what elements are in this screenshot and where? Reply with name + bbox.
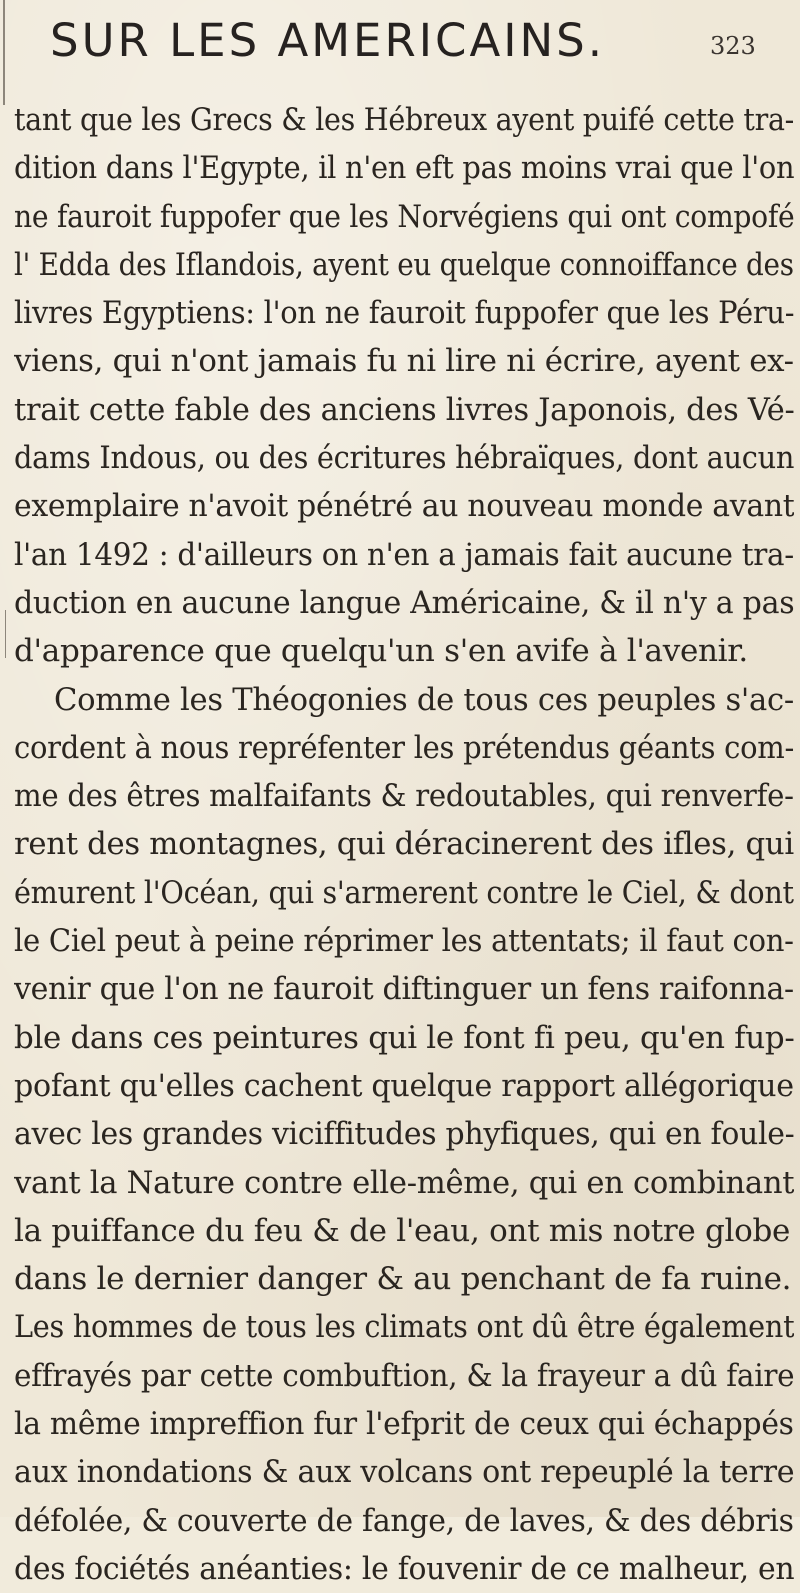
text-line: d'apparence que quelqu'un s'en avife à l'avenir. — [14, 633, 748, 670]
text-line: la puiffance du feu & de l'eau, ont mis notre globe — [14, 1212, 791, 1249]
text-line: avec les grandes viciffitudes phyfiques, qui en foule- — [14, 1116, 794, 1153]
text-line: des fociétés anéanties: le fouvenir de ce malheur, en — [14, 1550, 794, 1587]
text-line: émurent l'Océan, qui s'armerent contre le Ciel, & dont — [14, 874, 794, 911]
text-line: livres Egyptiens: l'on ne fauroit fuppofer que les Péru- — [14, 295, 794, 332]
text-line: défolée, & couverte de fange, de laves, & des débris — [14, 1502, 794, 1539]
text-line: viens, qui n'ont jamais fu ni lire ni écrire, ayent ex- — [14, 343, 794, 380]
text-line: cordent à nous repréfenter les prétendus géants com- — [14, 729, 794, 766]
running-title: SUR LES AMERICAINS. — [50, 14, 606, 67]
text-line: le Ciel peut à peine réprimer les attentats; il faut con- — [14, 923, 794, 960]
text-line: tant que les Grecs & les Hébreux ayent puifé cette tra- — [14, 102, 794, 138]
text-line: l' Edda des Iflandois, ayent eu quelque connoiffance des — [14, 246, 794, 283]
body-text — [14, 96, 794, 1593]
text-line: me des êtres malfaifants & redoutables, qui renverfe- — [14, 778, 794, 815]
text-line: l'an 1492 : d'ailleurs on n'en a jamais fait aucune tra- — [14, 536, 794, 573]
text-line: ne fauroit fuppofer que les Norvégiens qui ont compofé — [14, 198, 794, 235]
paragraph-start-line: Comme les Théogonies de tous ces peuples s'ac- — [54, 681, 794, 718]
text-line: dans le dernier danger & au penchant de fa ruine. — [14, 1261, 792, 1298]
text-line: dams Indous, ou des écritures hébraïques, dont aucun — [14, 440, 794, 477]
text-line: duction en aucune langue Américaine, & il n'y a pas — [14, 584, 794, 621]
text-line: Les hommes de tous les climats ont dû être également — [14, 1309, 794, 1346]
text-line: venir que l'on ne fauroit diftinguer un fens raifonna- — [14, 971, 794, 1008]
text-line: vant la Nature contre elle-même, qui en combinant — [14, 1164, 794, 1201]
text-line: pofant qu'elles cachent quelque rapport allégorique — [14, 1067, 794, 1104]
text-line: rent des montagnes, qui déracinerent des ifles, qui — [14, 826, 794, 863]
text-line: trait cette fable des anciens livres Japonois, des Vé- — [14, 391, 794, 428]
page-number: 323 — [710, 32, 756, 60]
text-line: ble dans ces peintures qui le font fi peu, qu'en fup- — [14, 1019, 794, 1056]
text-line: dition dans l'Egypte, il n'en eft pas moins vrai que l'on — [14, 150, 794, 187]
text-line: exemplaire n'avoit pénétré au nouveau monde avant — [14, 488, 794, 525]
text-line: aux inondations & aux volcans ont repeuplé la terre — [14, 1454, 794, 1491]
gutter-shadow — [5, 610, 6, 658]
running-head — [50, 14, 790, 74]
text-line: la même impreffion fur l'efprit de ceux qui échappés — [14, 1406, 794, 1443]
text-line: effrayés par cette combuftion, & la frayeur a dû faire — [14, 1357, 794, 1394]
gutter-shadow — [3, 0, 5, 105]
